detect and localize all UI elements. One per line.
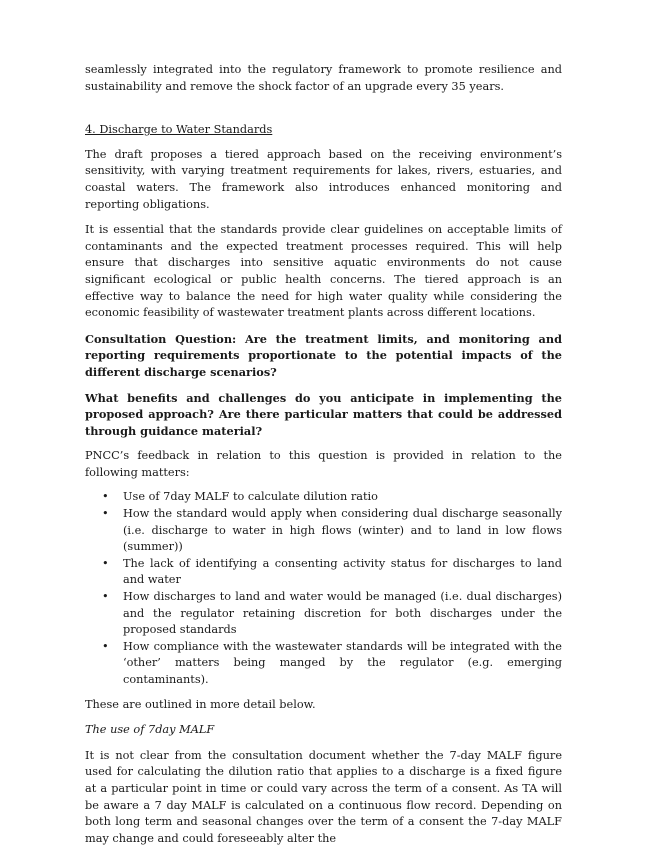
outline-text: These are outlined in more detail below. xyxy=(85,697,316,711)
list-item: • Use of 7day MALF to calculate dilution ratio xyxy=(85,489,562,506)
matters-list xyxy=(85,489,562,688)
body-paragraph: The draft proposes a tiered approach based on the receiving environment’s sensitivity, with varying treatment requirements for lakes, rivers, estuaries, and coastal waters. The framework also introduces enhanced monitoring and reporting obligations. xyxy=(85,147,562,211)
feedback-intro: PNCC’s feedback in relation to this question is provided in relation to the following matters: xyxy=(85,449,562,479)
list-item: • How the standard would apply when considering dual discharge seasonally (i.e. discharge to water in high flows (winter) and to land in low flows (summer)) xyxy=(102,507,562,554)
consultation-question: Consultation Question: Are the treatment limits, and monitoring and reporting requirements proportionate to the potential impacts of the different discharge scenarios? xyxy=(85,331,562,379)
document-page xyxy=(85,62,562,847)
bullet-icon: • xyxy=(102,590,109,604)
consultation-question: What benefits and challenges do you anticipate in implementing the proposed approach? Are there particular matters that could be addressed through guidance material? xyxy=(85,390,562,438)
section-heading: 4. Discharge to Water Standards xyxy=(85,123,273,137)
bullet-icon: • xyxy=(102,507,109,521)
list-item: • The lack of identifying a consenting activity status for discharges to land and water xyxy=(102,556,562,587)
bullet-icon: • xyxy=(102,639,109,653)
body-paragraph: It is not clear from the consultation document whether the 7-day MALF figure used for calculating the dilution ratio that applies to a discharge is a fixed figure at a particular point in time or could vary across the term of a consent. As TA will be aware a 7 day MALF is calculated on a continuous flow record. Depending on both long term and seasonal changes over the term of a consent the 7-day MALF may change and could foreseeably alter the xyxy=(85,748,562,845)
bullet-icon: • xyxy=(102,490,109,504)
list-item: • How compliance with the wastewater standards will be integrated with the ‘other’ matters being manged by the regulator (e.g. emerging contaminants). xyxy=(102,639,562,686)
subheading: The use of 7day MALF xyxy=(85,723,215,737)
body-paragraph: It is essential that the standards provide clear guidelines on acceptable limits of contaminants and the expected treatment processes required. This will help ensure that discharges into sensitive aquatic environments do not cause significant ecological or public health concerns. The tiered approach is an effective way to balance the need for high water quality while considering the economic feasibility of wastewater treatment plants across different locations. xyxy=(85,223,562,320)
intro-paragraph: seamlessly integrated into the regulatory framework to promote resilience and sustainability and remove the shock factor of an upgrade every 35 years. xyxy=(85,63,562,93)
list-item: • How discharges to land and water would be managed (i.e. dual discharges) and the regulator retaining discretion for both discharges under the proposed standards xyxy=(102,590,562,637)
bullet-icon: • xyxy=(102,556,109,570)
